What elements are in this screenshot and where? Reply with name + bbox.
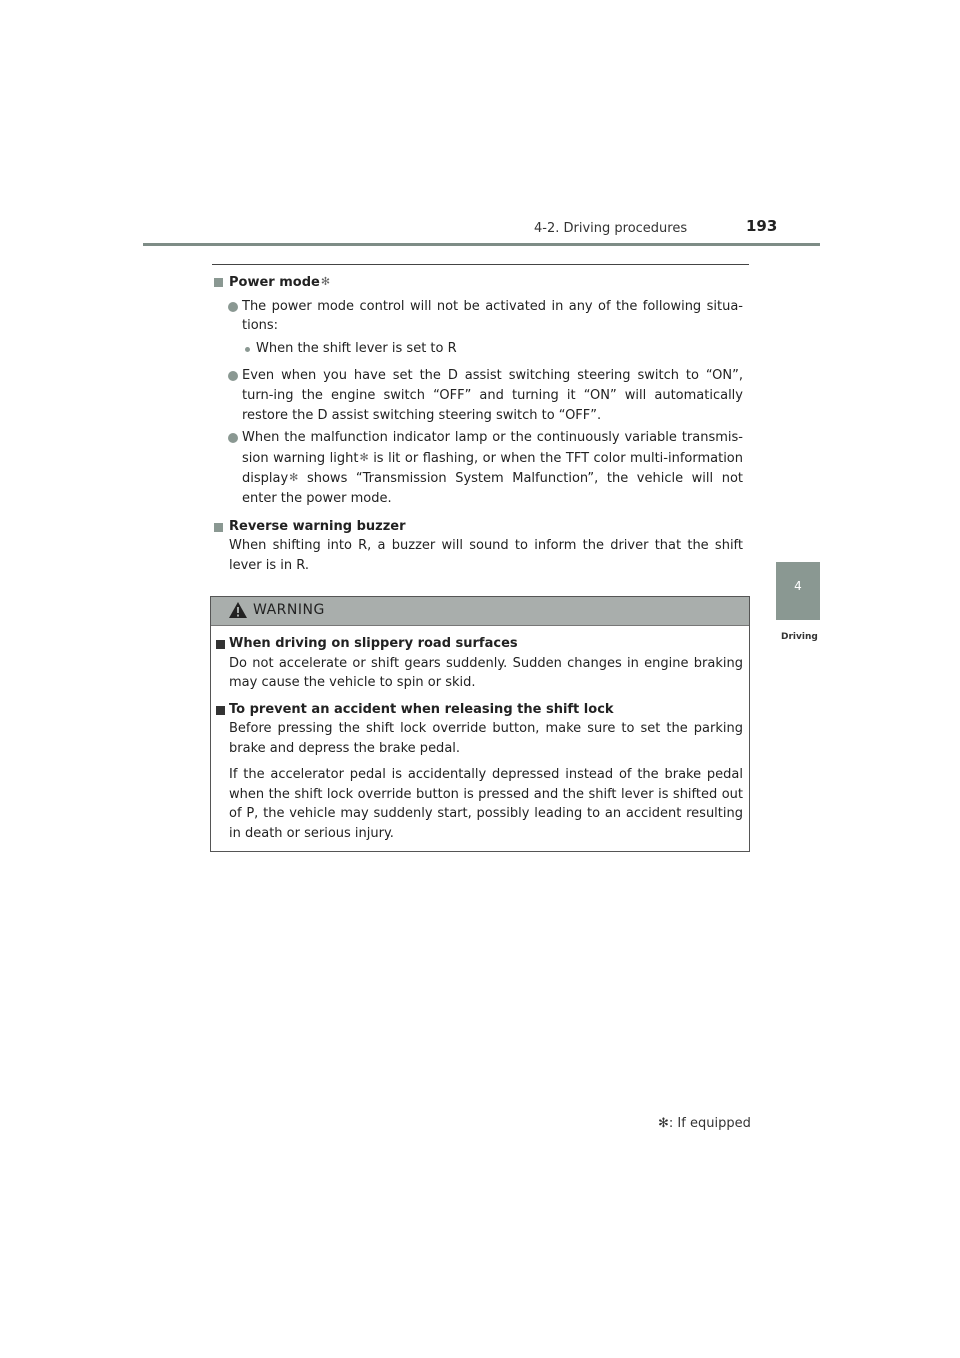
warning-heading-slippery	[211, 634, 743, 654]
warning-triangle-icon	[228, 601, 248, 619]
content-top-rule	[212, 264, 749, 265]
circle-bullet-icon	[228, 371, 238, 381]
sub-bullet-text: When the shift lever is set to R	[256, 340, 457, 356]
small-dot-icon	[245, 347, 250, 352]
square-bullet-icon	[214, 278, 223, 287]
bullet-text-c: shows “Transmission System Malfunction”, the vehicle will not enter the power mode.	[242, 471, 743, 506]
warning-heading-text: When driving on slippery road surfaces	[229, 636, 518, 651]
asterisk-icon: ✻	[359, 450, 369, 464]
bullet-text-a: When the malfunction indicator lamp or the continuously variable transmis-sion warning light	[242, 430, 743, 466]
sub-list-item	[212, 339, 743, 359]
page-number: 193	[746, 217, 778, 235]
warning-box	[210, 596, 750, 852]
power-mode-heading	[212, 272, 743, 293]
square-bullet-icon	[216, 706, 225, 715]
warning-title: WARNING	[253, 602, 325, 618]
section-label: 4-2. Driving procedures	[534, 221, 688, 236]
warning-heading-shift-lock	[211, 700, 743, 720]
chapter-tab-label: Driving	[781, 632, 818, 642]
bullet-text-b: is lit or flashing, or when the TFT color multi-information display	[242, 450, 743, 487]
circle-bullet-icon	[228, 302, 238, 312]
warning-body	[211, 626, 749, 843]
reverse-buzzer-heading	[212, 517, 743, 537]
footnote-text: : If equipped	[668, 1116, 751, 1131]
asterisk-icon: ✻	[320, 275, 331, 288]
bullet-text: The power mode control will not be activated in any of the following situa-tions:	[242, 298, 743, 334]
list-item	[212, 428, 743, 508]
chapter-tab	[776, 562, 820, 620]
asterisk-icon: ✻	[658, 1116, 669, 1131]
list-item	[212, 366, 743, 425]
power-mode-heading-text: Power mode	[229, 275, 320, 290]
warning-header	[211, 597, 749, 626]
reverse-buzzer-text: When shifting into R, a buzzer will sound to inform the driver that the shift lever is in R.	[229, 538, 743, 573]
main-content	[212, 272, 743, 575]
circle-bullet-icon	[228, 433, 238, 443]
reverse-buzzer-heading-text: Reverse warning buzzer	[229, 518, 406, 534]
warning-paragraph: Do not accelerate or shift gears suddenly. Sudden changes in engine braking may cause the vehicle to spin or skid.	[229, 655, 743, 690]
list-item	[212, 297, 743, 336]
chapter-tab-number: 4	[794, 579, 802, 593]
square-bullet-icon	[216, 640, 225, 649]
warning-paragraph: If the accelerator pedal is accidentally depressed instead of the brake pedal when the shift lock override button is pressed and the shift lever is shifted out of P, the vehicle may suddenly start, possibly leading to an accident resulting in death or serious injury.	[229, 767, 743, 841]
bullet-text: Even when you have set the D assist switching steering switch to “ON”, turn-ing the engine switch “OFF” and turning it “ON” will automatically restore the D assist switching steering switch to “OFF”.	[242, 368, 743, 423]
square-bullet-icon	[214, 523, 223, 532]
asterisk-icon: ✻	[289, 471, 299, 485]
warning-heading-text: To prevent an accident when releasing the shift lock	[229, 701, 614, 717]
footnote	[658, 1116, 751, 1131]
header-rule	[143, 243, 820, 246]
warning-paragraph: Before pressing the shift lock override button, make sure to set the parking brake and depress the brake pedal.	[229, 721, 743, 756]
